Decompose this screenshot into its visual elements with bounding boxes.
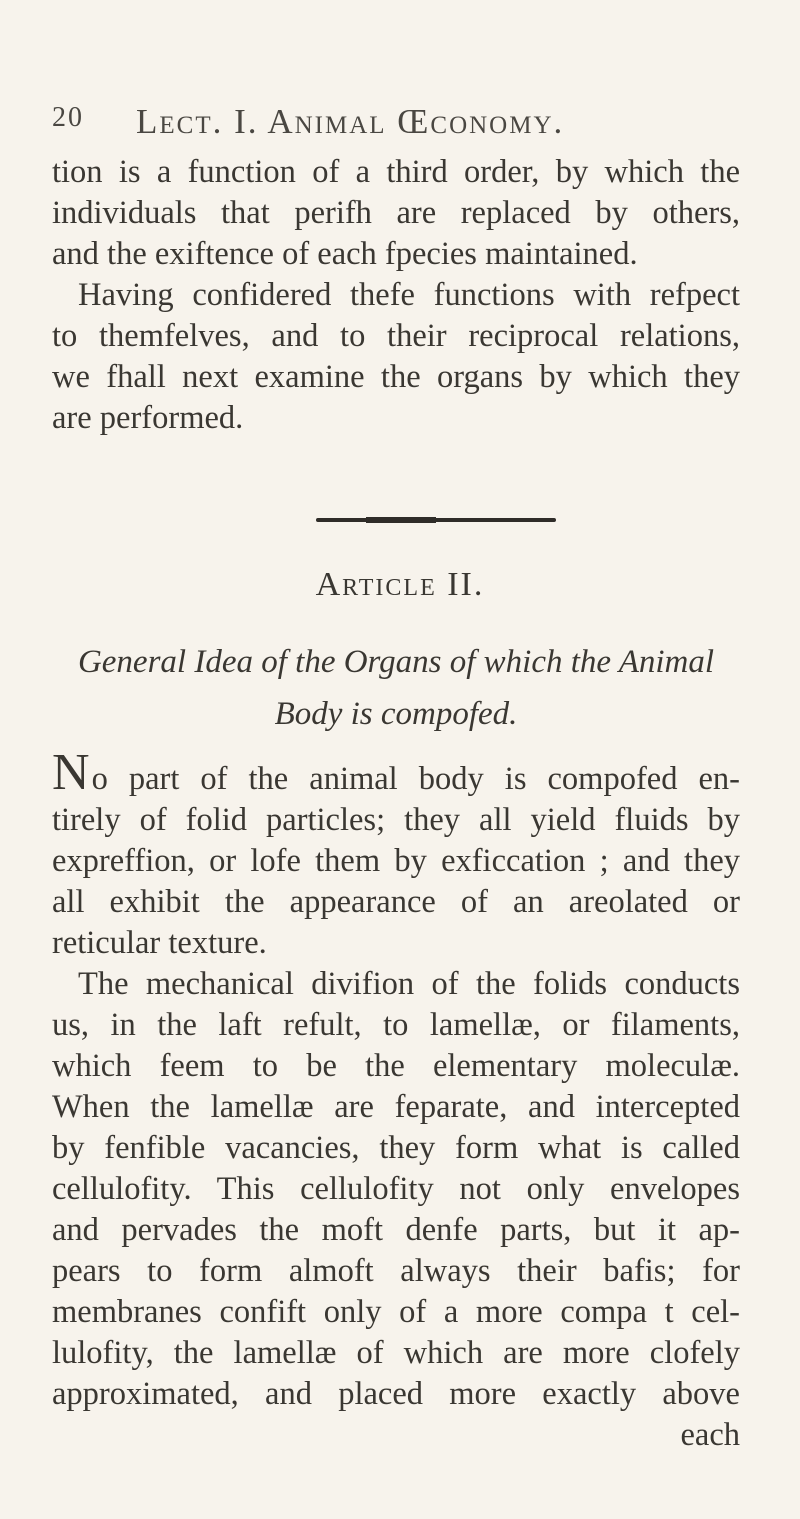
first-text-line bbox=[52, 744, 740, 801]
text-line: which feem to be the elementary moleculæ. bbox=[52, 1048, 740, 1084]
text-line: to themfelves, and to their reciprocal relations, bbox=[52, 318, 740, 354]
body-paragraph bbox=[52, 744, 740, 1456]
text-line: expreffion, or lofe them by exficcation ; and they bbox=[52, 843, 740, 879]
section-divider-rule bbox=[316, 518, 556, 522]
text-line: we fhall next examine the organs by which they bbox=[52, 359, 740, 395]
page-number: 20 bbox=[52, 102, 84, 133]
text-line: approximated, and placed more exactly above bbox=[52, 1376, 740, 1412]
article-heading: Article II. bbox=[315, 566, 485, 603]
text-line: reticular texture. bbox=[52, 925, 267, 961]
article-title-line: Body is compofed. bbox=[274, 696, 518, 732]
text-line: cellulofity. This cellulofity not only envelopes bbox=[52, 1171, 740, 1207]
running-title: Lect. I. Animal Œconomy. bbox=[136, 102, 565, 141]
first-line-text: o part of the animal body is compofed en- bbox=[91, 761, 740, 797]
text-line: tirely of folid particles; they all yield fluids by bbox=[52, 802, 740, 838]
text-line: us, in the laft refult, to lamellæ, or filaments, bbox=[52, 1007, 740, 1043]
text-line: Having confidered thefe functions with refpect bbox=[78, 277, 740, 313]
text-line: by fenfible vacancies, they form what is called bbox=[52, 1130, 740, 1166]
dropcap: N bbox=[52, 744, 90, 801]
text-line: all exhibit the appearance of an areolated or bbox=[52, 884, 740, 920]
text-line: When the lamellæ are feparate, and intercepted bbox=[52, 1089, 740, 1125]
text-line: are performed. bbox=[52, 400, 244, 436]
text-line: tion is a function of a third order, by which the bbox=[52, 154, 740, 190]
text-line: membranes confift only of a more compa t cel- bbox=[52, 1294, 740, 1330]
catchword: each bbox=[680, 1417, 740, 1453]
text-line: The mechanical divifion of the folids conducts bbox=[78, 966, 740, 1002]
running-head bbox=[52, 102, 760, 152]
article-title-line: General Idea of the Organs of which the Animal bbox=[77, 644, 715, 680]
text-line: pears to form almoft always their bafis; for bbox=[52, 1253, 740, 1289]
text-line: and pervades the moft denfe parts, but it ap- bbox=[52, 1212, 740, 1248]
article-title bbox=[52, 636, 740, 740]
text-line: individuals that perifh are replaced by others, bbox=[52, 195, 740, 231]
text-line: lulofity, the lamellæ of which are more clofely bbox=[52, 1335, 740, 1371]
text-line: and the exiftence of each fpecies maintained. bbox=[52, 236, 638, 272]
intro-paragraph bbox=[52, 152, 740, 439]
